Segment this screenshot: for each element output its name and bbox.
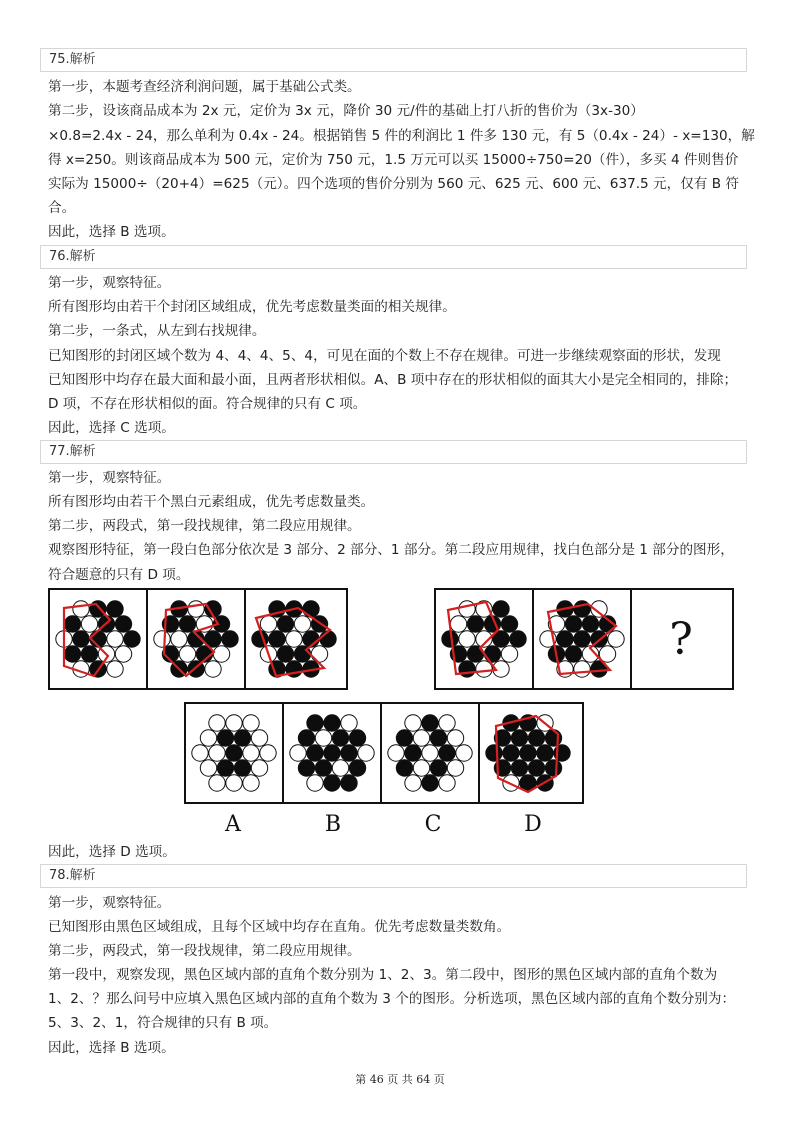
white-dot [405,775,421,791]
white-dot [171,631,187,647]
white-dot [311,646,327,662]
option-d-figure [480,704,578,802]
section-77-line: 符合题意的只有 D 项。 [48,567,190,583]
black-dot [405,745,421,761]
black-dot [511,760,527,776]
black-dot [217,730,233,746]
option-a-figure [186,704,284,802]
white-dot [243,775,259,791]
white-dot [439,775,455,791]
section-78-line: 第一步，观察特征。 [48,895,171,911]
white-dot [260,616,276,632]
black-dot [430,760,446,776]
white-dot [260,745,276,761]
black-dot [107,601,123,617]
white-dot [213,646,229,662]
white-dot [447,730,463,746]
black-dot [349,730,365,746]
white-dot [243,745,259,761]
white-dot [251,760,267,776]
white-dot [456,745,472,761]
option-a-label: A [225,812,241,837]
white-dot [188,601,204,617]
white-dot [307,775,323,791]
black-dot [545,730,561,746]
white-dot [358,745,374,761]
figure-group-1 [48,588,348,690]
black-dot [528,760,544,776]
option-b-label: B [324,812,342,837]
section-78-header: 78.解析 [40,864,747,888]
black-dot [484,646,500,662]
black-dot [510,631,526,647]
section-75-line: 第一步，本题考查经济利润问题，属于基础公式类。 [48,79,361,95]
black-dot [179,616,195,632]
black-dot [298,760,314,776]
black-dot [277,616,293,632]
section-76-line: 已知图形的封闭区域个数为 4、4、4、5、4，可见在面的个数上不存在规律。可进一步继续观察面的形状，发现 [48,348,721,364]
section-76-header: 76.解析 [40,245,747,269]
section-75-line: 第二步，设该商品成本为 2x 元，定价为 3x 元，降价 30 元/件的基础上打八折的售价为（3x-30） [48,103,644,119]
black-dot [64,646,80,662]
white-dot [450,616,466,632]
black-dot [396,730,412,746]
white-dot [107,661,123,677]
white-dot [209,745,225,761]
black-dot [565,616,581,632]
section-77-answer: 因此，选择 D 选项。 [48,844,176,860]
black-dot [226,745,242,761]
white-dot [226,775,242,791]
section-77-line: 第二步，两段式，第一段找规律，第二段应用规律。 [48,518,361,534]
black-dot [582,616,598,632]
section-77-line: 观察图形特征，第一段白色部分依次是 3 部分、2 部分、1 部分。第二段应用规律，找白色部分是 1 部分的图形， [48,542,734,558]
white-dot [294,616,310,632]
section-75-line: 得 x=250。则该商品成本为 500 元，定价为 750 元，1.5 万元可以买 15000÷750=20（件），多买 4 件则售价 [48,152,739,168]
black-dot [269,631,285,647]
section-78-answer: 因此，选择 B 选项。 [48,1040,175,1056]
white-dot [405,715,421,731]
figure-2-1 [436,590,534,688]
section-76-line: 所有图形均由若干个封闭区域组成，优先考虑数量类面的相关规律。 [48,299,456,315]
white-dot [73,601,89,617]
black-dot [307,715,323,731]
black-dot [493,601,509,617]
section-75-answer: 因此，选择 B 选项。 [48,224,175,240]
black-dot [320,631,336,647]
black-dot [537,745,553,761]
black-dot [324,715,340,731]
section-75-header: 75.解析 [40,48,747,72]
white-dot [226,715,242,731]
figure-options [184,702,584,804]
section-76-line: D 项，不存在形状相似的面。符合规律的只有 C 项。 [48,396,367,412]
black-dot [315,760,331,776]
black-dot [557,631,573,647]
black-dot [430,730,446,746]
black-dot [222,631,238,647]
black-dot [422,775,438,791]
figure-1-1 [50,590,148,688]
section-77-header: 77.解析 [40,440,747,464]
option-d-label: D [524,812,542,837]
black-dot [73,631,89,647]
white-dot [388,745,404,761]
section-76-line: 第二步，一条式，从左到右找规律。 [48,323,266,339]
white-dot [243,715,259,731]
white-dot [413,760,429,776]
black-dot [565,646,581,662]
page-footer: 第 46 页 共 64 页 [355,1073,445,1086]
black-dot [115,616,131,632]
section-78-line: 1、2、？那么问号中应填入黑色区域内部的直角个数为 3 个的图形。分析选项，黑色区域内部的直角个数分别为： [48,991,736,1007]
black-dot [303,601,319,617]
black-dot [439,745,455,761]
black-dot [64,616,80,632]
figure-1-3 [246,590,344,688]
white-dot [200,730,216,746]
section-77-line: 所有图形均由若干个黑白元素组成，优先考虑数量类。 [48,494,375,510]
white-dot [205,661,221,677]
section-78-line: 第一段中，观察发现，黑色区域内部的直角个数分别为 1、2、3。第二段中，图形的黑色区域内部的直角个数为 [48,967,718,983]
black-dot [234,730,250,746]
option-b-figure [284,704,382,802]
black-dot [324,775,340,791]
option-c-label: C [424,812,442,837]
section-78-line: 已知图形由黑色区域组成，且每个区域中均存在直角。优先考虑数量类数角。 [48,919,511,935]
white-dot [209,775,225,791]
section-76-line: 第一步，观察特征。 [48,275,171,291]
black-dot [528,730,544,746]
black-dot [545,760,561,776]
black-dot [81,646,97,662]
white-dot [341,715,357,731]
option-c-figure [382,704,480,802]
black-dot [124,631,140,647]
white-dot [107,631,123,647]
black-dot [341,775,357,791]
black-dot [422,715,438,731]
section-75-line: 实际为 15000÷（20+4）=625（元）。四个选项的售价分别为 560 元、625 元、600 元、637.5 元，仅有 B 符 [48,176,739,192]
white-dot [459,631,475,647]
section-75-line: ×0.8=2.4x - 24，那么单利为 0.4x - 24。根据销售 5 件的利润比 1 件多 130 元，有 5（0.4x - 24）- x=130，解 [48,128,755,144]
figure-2-2 [534,590,632,688]
white-dot [447,760,463,776]
white-dot [501,646,517,662]
white-dot [574,661,590,677]
white-dot [286,631,302,647]
black-dot [307,745,323,761]
white-dot [290,745,306,761]
figure-1-2 [148,590,246,688]
white-dot [154,631,170,647]
black-dot [459,661,475,677]
black-dot [341,745,357,761]
black-dot [520,745,536,761]
white-dot [200,760,216,776]
black-dot [396,760,412,776]
white-dot [422,745,438,761]
black-dot [217,760,233,776]
white-dot [81,616,97,632]
white-dot [459,601,475,617]
white-dot [608,631,624,647]
section-78-line: 第二步，两段式，第一段找规律，第二段应用规律。 [48,943,361,959]
figure-group-2 [434,588,734,690]
black-dot [467,616,483,632]
black-dot [277,646,293,662]
white-dot [315,730,331,746]
black-dot [332,730,348,746]
black-dot [574,631,590,647]
white-dot [251,730,267,746]
black-dot [298,730,314,746]
question-mark: ? [669,613,693,665]
section-76-line: 已知图形中均存在最大面和最小面，且两者形状相似。A、B 项中存在的形状相似的面其大小是完全相同的，排除； [48,372,738,388]
black-dot [486,745,502,761]
black-dot [324,745,340,761]
white-dot [413,730,429,746]
black-dot [511,730,527,746]
section-76-answer: 因此，选择 C 选项。 [48,420,175,436]
section-78-line: 5、3、2、1，符合规律的只有 B 项。 [48,1015,278,1031]
figure-2-question [632,590,730,688]
black-dot [501,616,517,632]
white-dot [439,715,455,731]
white-dot [179,646,195,662]
black-dot [90,601,106,617]
white-dot [332,760,348,776]
black-dot [349,760,365,776]
section-77-line: 第一步，观察特征。 [48,470,171,486]
white-dot [115,646,131,662]
section-75-line: 合。 [48,200,76,216]
black-dot [503,745,519,761]
white-dot [209,715,225,731]
black-dot [234,760,250,776]
white-dot [192,745,208,761]
